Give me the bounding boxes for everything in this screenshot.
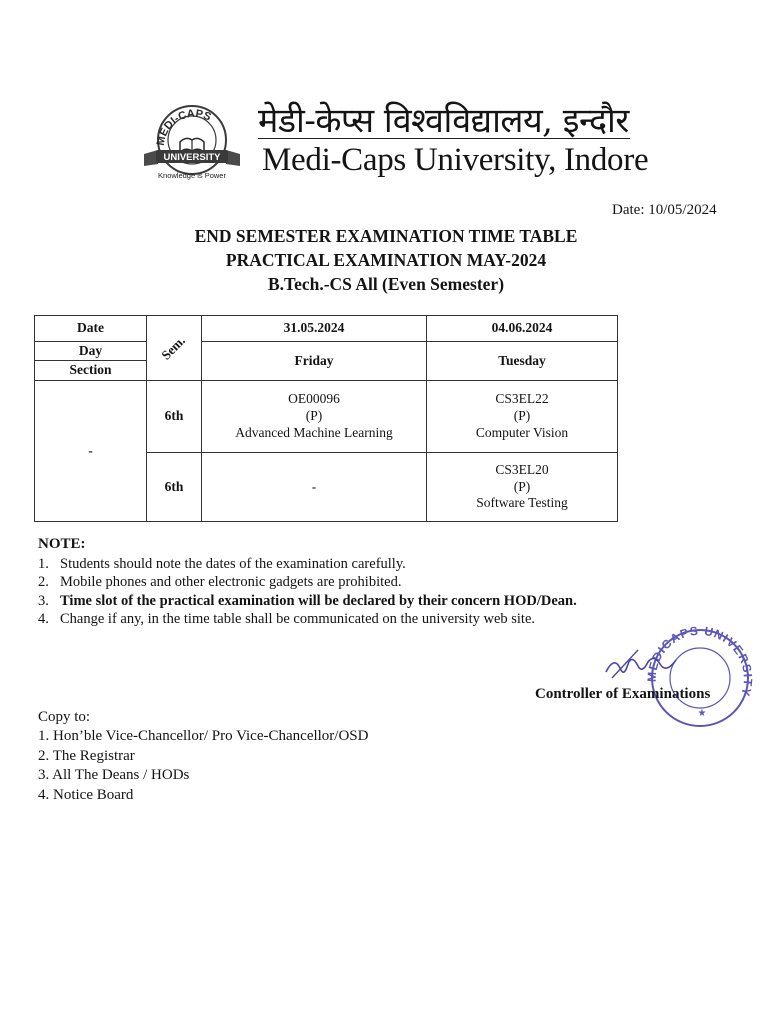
university-stamp: [598, 620, 758, 730]
document-subtitle: PRACTICAL EXAMINATION MAY-2024: [225, 250, 547, 270]
exam-cell: [202, 453, 427, 522]
note-item: 1. Students should note the dates of the examination carefully.: [38, 556, 406, 572]
note-item: 3. Time slot of the practical examination will be declared by their concern HOD/Dean.: [38, 593, 577, 609]
exam-type: (P): [305, 408, 323, 424]
logo-banner-text: UNIVERSITY: [163, 152, 221, 163]
subject-name: Advanced Machine Learning: [235, 424, 393, 440]
university-logo: [136, 98, 248, 182]
copy-to-item: 1. Hon’ble Vice-Chancellor/ Pro Vice-Chancellor/OSD: [38, 728, 369, 744]
exam-type: (P): [513, 478, 531, 494]
copy-to-heading: Copy to:: [38, 709, 91, 725]
note-item: 4. Change if any, in the time table shall be communicated on the university web site.: [38, 611, 536, 627]
controller-of-examinations: Controller of Examinations: [535, 686, 711, 702]
sem-header: [147, 316, 202, 381]
semester-cell: 6th: [147, 453, 202, 522]
semester-cell: 6th: [147, 381, 202, 453]
stamp-text: MEDICAPS UNIVERSITY: [644, 623, 756, 699]
day-cell: Tuesday: [427, 342, 618, 381]
subject-code: -: [311, 478, 317, 494]
row-label-day: Day: [35, 342, 147, 361]
exam-cell: [427, 453, 618, 522]
signature-scribble: [606, 658, 676, 672]
logo-tagline: Knowledge is Power: [158, 171, 226, 180]
day-cell: Friday: [202, 342, 427, 381]
subject-name: Software Testing: [476, 495, 568, 511]
subject-code: CS3EL20: [495, 461, 549, 477]
row-label-section: Section: [35, 361, 147, 381]
svg-text:MEDI-CAPS: [155, 108, 213, 147]
subject-code: OE00096: [288, 391, 340, 407]
section-value: -: [35, 381, 147, 522]
exam-cell: [202, 381, 427, 453]
exam-timetable: [34, 315, 617, 521]
note-item: 2. Mobile phones and other electronic gadgets are prohibited.: [38, 574, 402, 590]
copy-to-item: 2. The Registrar: [38, 748, 135, 764]
document-title: END SEMESTER EXAMINATION TIME TABLE: [194, 226, 578, 246]
row-label-date: Date: [35, 316, 147, 342]
copy-to-item: 3. All The Deans / HODs: [38, 767, 190, 783]
table-row: [35, 381, 618, 453]
subject-code: CS3EL22: [495, 391, 549, 407]
document-date: Date: 10/05/2024: [612, 202, 717, 218]
logo-top-text: MEDI-CAPS: [154, 107, 213, 147]
copy-to-item: 4. Notice Board: [38, 787, 134, 803]
svg-text:★: ★: [697, 708, 707, 719]
sem-label: Sem.: [158, 332, 189, 363]
university-name-hindi: मेडी-केप्स विश्वविद्यालय, इन्दौर: [258, 101, 629, 141]
program-title: B.Tech.-CS All (Even Semester): [267, 274, 505, 294]
subject-name: Computer Vision: [475, 424, 569, 440]
header-divider: [258, 138, 630, 139]
notes-heading: NOTE:: [38, 536, 86, 552]
date-cell: 04.06.2024: [427, 316, 618, 342]
date-cell: 31.05.2024: [202, 316, 427, 342]
exam-cell: [427, 381, 618, 453]
university-name-english: Medi-Caps University, Indore: [262, 142, 649, 178]
exam-type: (P): [513, 408, 531, 424]
